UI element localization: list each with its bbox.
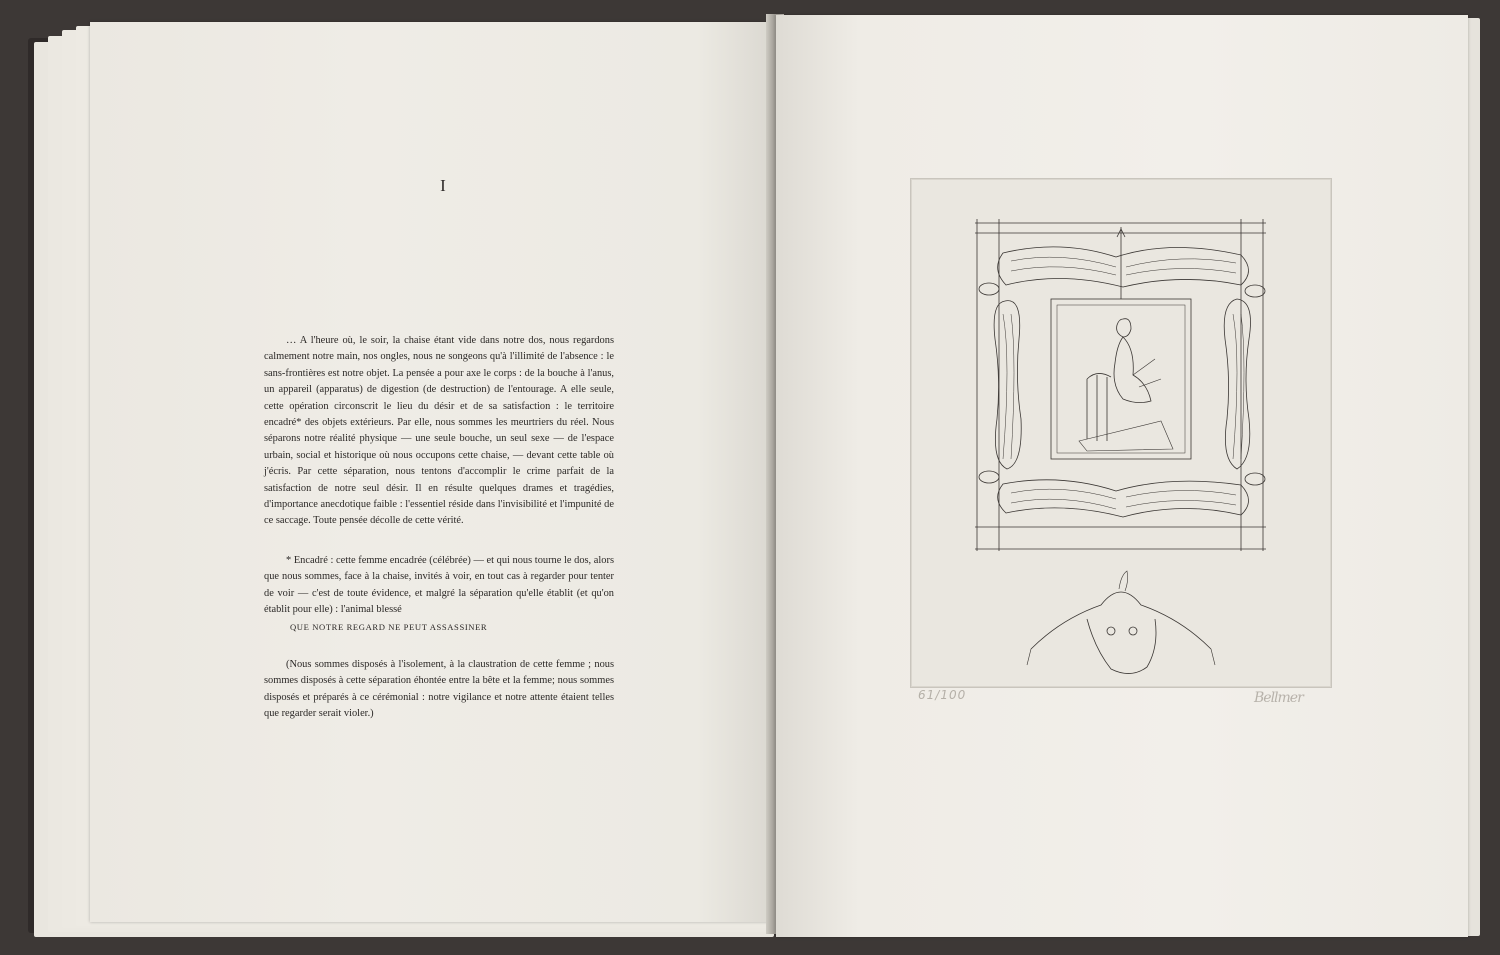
floor-plane bbox=[1079, 421, 1173, 451]
etching-drawing bbox=[911, 179, 1331, 687]
bottom-frame-shape bbox=[998, 480, 1249, 517]
paragraph-2: (Nous sommes disposés à l'isolement, à la claustration de cette femme ; nous sommes disposés à cette séparation éhontée entre la bête et la femme; nous sommes disposés et préparés à ce cérémonial : notre vigilance et notre attente étaient telles que regarder serait violer.) bbox=[264, 659, 614, 720]
left-frame-shape bbox=[994, 301, 1021, 469]
figure-head bbox=[1117, 319, 1131, 337]
inner-frame bbox=[1051, 299, 1191, 459]
closing-paragraph bbox=[264, 657, 614, 723]
figure-body bbox=[1114, 337, 1151, 403]
footnote-block bbox=[264, 553, 614, 619]
chair-back bbox=[1087, 373, 1111, 441]
main-paragraph bbox=[264, 333, 614, 530]
top-frame-shape bbox=[998, 247, 1249, 287]
etching-plate bbox=[910, 178, 1332, 688]
creature-arc bbox=[1031, 592, 1211, 649]
artist-signature: Bellmer bbox=[1254, 690, 1303, 706]
creature-face bbox=[1087, 619, 1156, 674]
chapter-number: I bbox=[440, 176, 446, 195]
paragraph-1: … A l'heure où, le soir, la chaise étant vide dans notre dos, nous regardons calmement notre main, nos ongles, nous ne songeons qu'à l'illimité de l'absence : le sans-frontières est notre objet. La pensée a pour axe le corps : de la bouche à l'anus, un appareil (apparatus) de digestion (de destruction) de l'entourage. A elle seule, cette opération circonscrit le lieu du désir et de sa satisfaction : le territoire encadré* des objets extérieurs. Par elle, nous sommes les meurtriers du réel. Nous séparons notre réalité physique — une seule bouche, un seul sexe — de l'espace urbain, social et historique où nous occupons cette chaise, — devant cette table où j'écris. Par cette séparation, nous tentons d'accomplir le crime parfait de la satisfaction de notre seul désir. Il en résulte quelques drames et tragédies, d'importance anecdotique faible : l'essentiel réside dans l'invisibilité et l'impunité de ce saccage. Toute pensée décolle de cette vérité. bbox=[264, 335, 614, 527]
footnote: * Encadré : cette femme encadrée (célébrée) — et qui nous tourne le dos, alors que nous sommes, face à la chaise, invités à voir, en tout cas à regarder pour tenter de voir — c'est de toute évidence, et malgré la séparation qu'elle établit (et qu'on établit pour elle) : l'animal blessé bbox=[264, 555, 614, 616]
right-frame-shape bbox=[1224, 299, 1250, 469]
edition-number: 61/100 bbox=[918, 688, 967, 702]
smallcaps-line: QUE NOTRE REGARD NE PEUT ASSASSINER bbox=[290, 622, 488, 632]
